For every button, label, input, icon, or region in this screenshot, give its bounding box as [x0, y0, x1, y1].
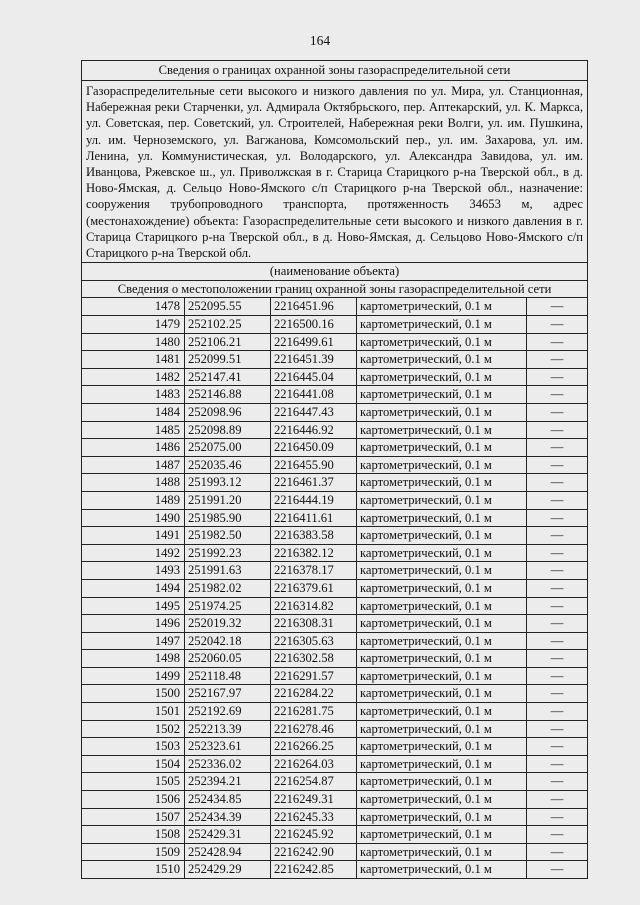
table-row	[82, 544, 588, 562]
y-coordinate-cell: 2216254.87	[271, 773, 357, 791]
x-coordinate-cell: 252095.55	[185, 298, 271, 316]
method-cell: картометрический, 0.1 м	[357, 667, 527, 685]
table-row	[82, 720, 588, 738]
table-row	[82, 615, 588, 633]
table-row	[82, 474, 588, 492]
x-coordinate-cell: 251982.50	[185, 527, 271, 545]
x-coordinate-cell: 252394.21	[185, 773, 271, 791]
y-coordinate-cell: 2216451.96	[271, 298, 357, 316]
x-coordinate-cell: 252147.41	[185, 368, 271, 386]
x-coordinate-cell: 252323.61	[185, 738, 271, 756]
method-cell: картометрический, 0.1 м	[357, 351, 527, 369]
method-cell: картометрический, 0.1 м	[357, 509, 527, 527]
y-coordinate-cell: 2216455.90	[271, 456, 357, 474]
x-coordinate-cell: 252060.05	[185, 650, 271, 668]
description-cell: —	[527, 755, 588, 773]
method-cell: картометрический, 0.1 м	[357, 720, 527, 738]
x-coordinate-cell: 252099.51	[185, 351, 271, 369]
y-coordinate-cell: 2216305.63	[271, 632, 357, 650]
table-row	[82, 368, 588, 386]
description-cell: —	[527, 527, 588, 545]
x-coordinate-cell: 252042.18	[185, 632, 271, 650]
point-number-cell: 1500	[82, 685, 185, 703]
point-number-cell: 1504	[82, 755, 185, 773]
x-coordinate-cell: 252429.29	[185, 861, 271, 879]
method-cell: картометрический, 0.1 м	[357, 597, 527, 615]
y-coordinate-cell: 2216302.58	[271, 650, 357, 668]
table-row	[82, 597, 588, 615]
method-cell: картометрический, 0.1 м	[357, 703, 527, 721]
description-cell: —	[527, 456, 588, 474]
table-row	[82, 843, 588, 861]
y-coordinate-cell: 2216461.37	[271, 474, 357, 492]
y-coordinate-cell: 2216450.09	[271, 439, 357, 457]
object-description-row	[82, 81, 588, 263]
method-cell: картометрический, 0.1 м	[357, 456, 527, 474]
method-cell: картометрический, 0.1 м	[357, 650, 527, 668]
y-coordinate-cell: 2216242.85	[271, 861, 357, 879]
description-cell: —	[527, 421, 588, 439]
x-coordinate-cell: 252167.97	[185, 685, 271, 703]
method-cell: картометрический, 0.1 м	[357, 386, 527, 404]
point-number-cell: 1489	[82, 491, 185, 509]
section-title: Сведения о границах охранной зоны газораспределительной сети	[82, 61, 588, 81]
method-cell: картометрический, 0.1 м	[357, 474, 527, 492]
table-row	[82, 738, 588, 756]
table-row	[82, 808, 588, 826]
point-number-cell: 1483	[82, 386, 185, 404]
y-coordinate-cell: 2216308.31	[271, 615, 357, 633]
point-number-cell: 1485	[82, 421, 185, 439]
point-number-cell: 1510	[82, 861, 185, 879]
point-number-cell: 1498	[82, 650, 185, 668]
description-cell: —	[527, 316, 588, 334]
table-row	[82, 755, 588, 773]
description-cell: —	[527, 791, 588, 809]
method-cell: картометрический, 0.1 м	[357, 298, 527, 316]
table-row	[82, 773, 588, 791]
table-row	[82, 333, 588, 351]
table-row	[82, 703, 588, 721]
point-number-cell: 1487	[82, 456, 185, 474]
point-number-cell: 1499	[82, 667, 185, 685]
page-number: 164	[309, 33, 331, 48]
method-cell: картометрический, 0.1 м	[357, 333, 527, 351]
point-number-cell: 1495	[82, 597, 185, 615]
description-cell: —	[527, 843, 588, 861]
point-number-cell: 1501	[82, 703, 185, 721]
point-number-cell: 1490	[82, 509, 185, 527]
y-coordinate-cell: 2216284.22	[271, 685, 357, 703]
x-coordinate-cell: 252106.21	[185, 333, 271, 351]
description-cell: —	[527, 720, 588, 738]
y-coordinate-cell: 2216245.92	[271, 826, 357, 844]
point-number-cell: 1478	[82, 298, 185, 316]
point-number-cell: 1505	[82, 773, 185, 791]
x-coordinate-cell: 252429.31	[185, 826, 271, 844]
table-row	[82, 351, 588, 369]
y-coordinate-cell: 2216499.61	[271, 333, 357, 351]
description-cell: —	[527, 386, 588, 404]
table-row	[82, 298, 588, 316]
description-cell: —	[527, 439, 588, 457]
location-title-row	[82, 280, 588, 298]
table-row	[82, 456, 588, 474]
x-coordinate-cell: 252118.48	[185, 667, 271, 685]
method-cell: картометрический, 0.1 м	[357, 773, 527, 791]
table-row	[82, 685, 588, 703]
method-cell: картометрический, 0.1 м	[357, 632, 527, 650]
y-coordinate-cell: 2216378.17	[271, 562, 357, 580]
description-cell: —	[527, 351, 588, 369]
y-coordinate-cell: 2216291.57	[271, 667, 357, 685]
table-row	[82, 650, 588, 668]
description-cell: —	[527, 562, 588, 580]
method-cell: картометрический, 0.1 м	[357, 791, 527, 809]
y-coordinate-cell: 2216242.90	[271, 843, 357, 861]
description-cell: —	[527, 333, 588, 351]
table-row	[82, 491, 588, 509]
y-coordinate-cell: 2216447.43	[271, 403, 357, 421]
x-coordinate-cell: 251993.12	[185, 474, 271, 492]
table-row	[82, 509, 588, 527]
x-coordinate-cell: 252428.94	[185, 843, 271, 861]
x-coordinate-cell: 252035.46	[185, 456, 271, 474]
point-number-cell: 1484	[82, 403, 185, 421]
description-cell: —	[527, 650, 588, 668]
point-number-cell: 1506	[82, 791, 185, 809]
method-cell: картометрический, 0.1 м	[357, 826, 527, 844]
method-cell: картометрический, 0.1 м	[357, 544, 527, 562]
x-coordinate-cell: 252213.39	[185, 720, 271, 738]
y-coordinate-cell: 2216281.75	[271, 703, 357, 721]
point-number-cell: 1480	[82, 333, 185, 351]
description-cell: —	[527, 667, 588, 685]
method-cell: картометрический, 0.1 м	[357, 808, 527, 826]
point-number-cell: 1482	[82, 368, 185, 386]
y-coordinate-cell: 2216382.12	[271, 544, 357, 562]
y-coordinate-cell: 2216446.92	[271, 421, 357, 439]
table-row	[82, 316, 588, 334]
description-cell: —	[527, 474, 588, 492]
x-coordinate-cell: 251982.02	[185, 579, 271, 597]
table-row	[82, 386, 588, 404]
method-cell: картометрический, 0.1 м	[357, 755, 527, 773]
table-row	[82, 632, 588, 650]
point-number-cell: 1508	[82, 826, 185, 844]
description-cell: —	[527, 826, 588, 844]
point-number-cell: 1496	[82, 615, 185, 633]
description-cell: —	[527, 491, 588, 509]
description-cell: —	[527, 509, 588, 527]
method-cell: картометрический, 0.1 м	[357, 738, 527, 756]
table-row	[82, 667, 588, 685]
method-cell: картометрический, 0.1 м	[357, 527, 527, 545]
point-number-cell: 1481	[82, 351, 185, 369]
y-coordinate-cell: 2216379.61	[271, 579, 357, 597]
object-description: Газораспределительные сети высокого и низкого давления по ул. Мира, ул. Станционная, Набережная реки Старченки, ул. Адмирала Октябрьского, пер. Аптекарский, ул. К. Маркса, ул. Советская, пер. Советский, ул. Строителей, Набережная реки Волги, ул. им. Пушкина, ул. им. Черноземского, ул. Вагжанова, Комсомольский пер., ул. им. Захарова, ул. им. Ленина, ул. Коммунистическая, ул. Володарского, ул. Александра Завидова, ул. им. Иванцова, Ржевское ш., ул. Приволжская в г. Старица Старицкого р-на Тверской обл., в д. Ново-Ямская, д. Сельцо Ново-Ямского с/п Старицкого р-на Тверской обл., назначение: сооружения трубопроводного транспорта, протяженность 34653 м, адрес (местонахождение) объекта: Газораспределительные сети высокого и низкого давления в г. Старица Старицкого р-на Тверской обл., в д. Ново-Ямская, д. Сельцово Ново-Ямского с/п Старицкого р-на Тверской обл.	[82, 81, 588, 263]
boundary-table	[81, 60, 588, 879]
method-cell: картометрический, 0.1 м	[357, 403, 527, 421]
x-coordinate-cell: 251985.90	[185, 509, 271, 527]
y-coordinate-cell: 2216500.16	[271, 316, 357, 334]
x-coordinate-cell: 251992.23	[185, 544, 271, 562]
y-coordinate-cell: 2216441.08	[271, 386, 357, 404]
method-cell: картометрический, 0.1 м	[357, 439, 527, 457]
x-coordinate-cell: 252098.96	[185, 403, 271, 421]
description-cell: —	[527, 703, 588, 721]
x-coordinate-cell: 251991.20	[185, 491, 271, 509]
point-number-cell: 1509	[82, 843, 185, 861]
x-coordinate-cell: 251974.25	[185, 597, 271, 615]
table-row	[82, 861, 588, 879]
y-coordinate-cell: 2216278.46	[271, 720, 357, 738]
y-coordinate-cell: 2216383.58	[271, 527, 357, 545]
method-cell: картометрический, 0.1 м	[357, 491, 527, 509]
point-number-cell: 1479	[82, 316, 185, 334]
point-number-cell: 1507	[82, 808, 185, 826]
y-coordinate-cell: 2216264.03	[271, 755, 357, 773]
description-cell: —	[527, 861, 588, 879]
point-number-cell: 1491	[82, 527, 185, 545]
location-title: Сведения о местоположении границ охранной зоны газораспределительной сети	[82, 280, 588, 298]
method-cell: картометрический, 0.1 м	[357, 861, 527, 879]
description-cell: —	[527, 615, 588, 633]
object-caption-row	[82, 263, 588, 281]
x-coordinate-cell: 252019.32	[185, 615, 271, 633]
point-number-cell: 1503	[82, 738, 185, 756]
method-cell: картометрический, 0.1 м	[357, 843, 527, 861]
x-coordinate-cell: 251991.63	[185, 562, 271, 580]
method-cell: картометрический, 0.1 м	[357, 685, 527, 703]
method-cell: картометрический, 0.1 м	[357, 562, 527, 580]
description-cell: —	[527, 579, 588, 597]
description-cell: —	[527, 544, 588, 562]
method-cell: картометрический, 0.1 м	[357, 421, 527, 439]
object-caption: (наименование объекта)	[82, 263, 588, 281]
x-coordinate-cell: 252146.88	[185, 386, 271, 404]
table-row	[82, 826, 588, 844]
x-coordinate-cell: 252102.25	[185, 316, 271, 334]
description-cell: —	[527, 298, 588, 316]
description-cell: —	[527, 773, 588, 791]
x-coordinate-cell: 252075.00	[185, 439, 271, 457]
x-coordinate-cell: 252192.69	[185, 703, 271, 721]
x-coordinate-cell: 252434.39	[185, 808, 271, 826]
description-cell: —	[527, 403, 588, 421]
point-number-cell: 1492	[82, 544, 185, 562]
point-number-cell: 1502	[82, 720, 185, 738]
y-coordinate-cell: 2216444.19	[271, 491, 357, 509]
point-number-cell: 1486	[82, 439, 185, 457]
y-coordinate-cell: 2216266.25	[271, 738, 357, 756]
table-row	[82, 421, 588, 439]
point-number-cell: 1497	[82, 632, 185, 650]
point-number-cell: 1494	[82, 579, 185, 597]
point-number-cell: 1493	[82, 562, 185, 580]
description-cell: —	[527, 685, 588, 703]
table-row	[82, 403, 588, 421]
y-coordinate-cell: 2216445.04	[271, 368, 357, 386]
description-cell: —	[527, 632, 588, 650]
description-cell: —	[527, 738, 588, 756]
method-cell: картометрический, 0.1 м	[357, 579, 527, 597]
description-cell: —	[527, 808, 588, 826]
table-row	[82, 527, 588, 545]
x-coordinate-cell: 252434.85	[185, 791, 271, 809]
section-title-row	[82, 61, 588, 81]
description-cell: —	[527, 368, 588, 386]
method-cell: картометрический, 0.1 м	[357, 615, 527, 633]
x-coordinate-cell: 252098.89	[185, 421, 271, 439]
y-coordinate-cell: 2216245.33	[271, 808, 357, 826]
table-row	[82, 579, 588, 597]
table-row	[82, 791, 588, 809]
point-number-cell: 1488	[82, 474, 185, 492]
x-coordinate-cell: 252336.02	[185, 755, 271, 773]
method-cell: картометрический, 0.1 м	[357, 368, 527, 386]
y-coordinate-cell: 2216314.82	[271, 597, 357, 615]
y-coordinate-cell: 2216451.39	[271, 351, 357, 369]
description-cell: —	[527, 597, 588, 615]
method-cell: картометрический, 0.1 м	[357, 316, 527, 334]
table-row	[82, 439, 588, 457]
y-coordinate-cell: 2216411.61	[271, 509, 357, 527]
table-row	[82, 562, 588, 580]
y-coordinate-cell: 2216249.31	[271, 791, 357, 809]
